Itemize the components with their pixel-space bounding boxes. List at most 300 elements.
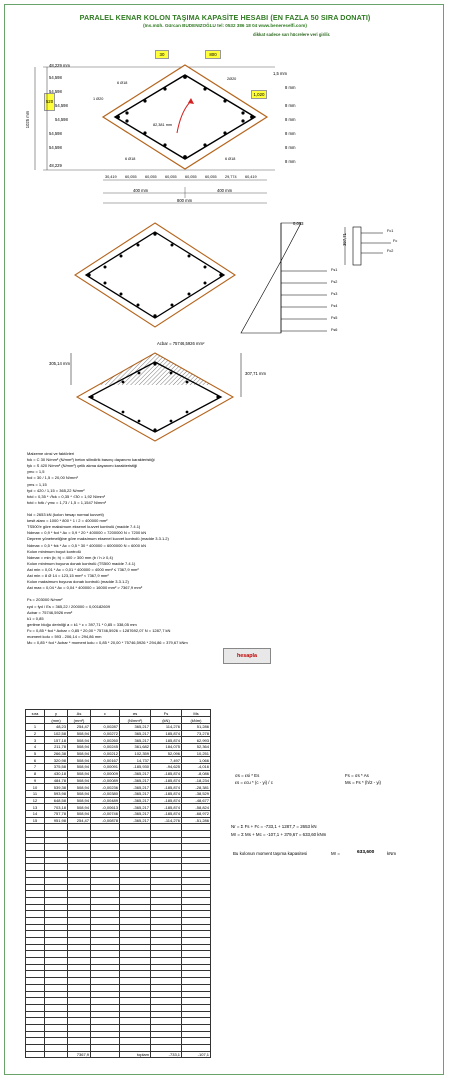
table-cell[interactable] xyxy=(26,891,45,898)
table-row-empty xyxy=(26,824,211,831)
table-cell[interactable] xyxy=(182,844,211,851)
table-cell[interactable] xyxy=(45,938,68,945)
table-cell[interactable] xyxy=(45,891,68,898)
cover-input[interactable]: 1,020 xyxy=(251,90,267,99)
table-cell[interactable] xyxy=(91,924,120,931)
bottom-dim-4: 60,055 xyxy=(165,175,177,179)
table-cell[interactable] xyxy=(182,958,211,965)
table-cell[interactable] xyxy=(151,951,182,958)
table-cell[interactable] xyxy=(182,1024,211,1031)
bottom-dim-7: 29,774 xyxy=(225,175,237,179)
table-cell[interactable] xyxy=(45,978,68,985)
table-cell[interactable] xyxy=(45,844,68,851)
table-cell[interactable] xyxy=(91,964,120,971)
table-cell[interactable] xyxy=(68,984,91,991)
table-cell[interactable] xyxy=(120,831,151,838)
calculate-button[interactable]: hesapla xyxy=(223,648,271,664)
table-cell[interactable] xyxy=(182,897,211,904)
calc-line: TS500'e göre maksimum eksenel kuvvet kontrolü (madde 7.4.1) xyxy=(27,524,141,530)
table-cell[interactable] xyxy=(151,851,182,858)
table-cell[interactable] xyxy=(91,1011,120,1018)
table-cell[interactable] xyxy=(182,884,211,891)
top-dim-label xyxy=(49,63,70,68)
table-cell[interactable] xyxy=(45,944,68,951)
table-cell[interactable] xyxy=(182,924,211,931)
table-cell[interactable] xyxy=(182,938,211,945)
table-cell[interactable] xyxy=(182,1045,211,1052)
table-cell[interactable] xyxy=(91,944,120,951)
table-cell[interactable] xyxy=(26,911,45,918)
table-cell[interactable] xyxy=(151,931,182,938)
table-cell[interactable] xyxy=(91,904,120,911)
table-cell[interactable] xyxy=(68,1038,91,1045)
table-cell[interactable] xyxy=(91,857,120,864)
table-cell[interactable] xyxy=(120,998,151,1005)
table-cell[interactable] xyxy=(91,1004,120,1011)
table-cell[interactable] xyxy=(182,951,211,958)
table-cell[interactable] xyxy=(151,1018,182,1025)
table-cell[interactable] xyxy=(45,1045,68,1052)
table-cell[interactable] xyxy=(26,871,45,878)
table-cell[interactable] xyxy=(151,944,182,951)
table-cell[interactable] xyxy=(68,1018,91,1025)
table-cell[interactable] xyxy=(182,1004,211,1011)
table-cell[interactable] xyxy=(45,991,68,998)
table-cell[interactable] xyxy=(91,938,120,945)
table-cell[interactable] xyxy=(120,1038,151,1045)
table-cell[interactable] xyxy=(68,891,91,898)
col-header-sira: sıra xyxy=(26,710,45,717)
table-cell[interactable] xyxy=(68,964,91,971)
table-cell[interactable] xyxy=(120,931,151,938)
table-cell[interactable] xyxy=(91,1038,120,1045)
table-cell[interactable] xyxy=(26,958,45,965)
table-cell[interactable] xyxy=(151,991,182,998)
table-cell[interactable] xyxy=(26,951,45,958)
table-cell: 0,00260 xyxy=(91,737,120,744)
table-cell[interactable] xyxy=(120,864,151,871)
table-cell[interactable] xyxy=(120,958,151,965)
table-cell[interactable] xyxy=(68,831,91,838)
table-cell[interactable] xyxy=(26,984,45,991)
table-cell[interactable] xyxy=(26,1018,45,1025)
table-cell[interactable] xyxy=(151,824,182,831)
table-cell[interactable] xyxy=(68,864,91,871)
right-dim-7: 8 mm xyxy=(285,159,296,164)
table-cell[interactable] xyxy=(68,904,91,911)
overall-width xyxy=(177,198,192,203)
total-cell: 7367,9 xyxy=(68,1051,91,1058)
table-cell[interactable] xyxy=(26,971,45,978)
table-cell[interactable] xyxy=(120,857,151,864)
center-label xyxy=(153,123,172,128)
table-cell[interactable] xyxy=(91,1045,120,1052)
table-cell[interactable] xyxy=(120,944,151,951)
table-cell[interactable] xyxy=(151,998,182,1005)
table-cell[interactable] xyxy=(91,884,120,891)
table-cell: 3 xyxy=(26,737,45,744)
table-cell[interactable] xyxy=(68,938,91,945)
table-cell[interactable] xyxy=(120,978,151,985)
table-cell[interactable] xyxy=(120,897,151,904)
table-cell: 508,94 xyxy=(68,804,91,811)
table-cell[interactable] xyxy=(68,924,91,931)
center-value: 82,381 xyxy=(153,123,165,127)
table-cell[interactable] xyxy=(120,1031,151,1038)
table-cell[interactable] xyxy=(91,851,120,858)
table-cell[interactable] xyxy=(151,958,182,965)
table-cell[interactable] xyxy=(45,958,68,965)
table-cell[interactable] xyxy=(91,1024,120,1031)
table-cell: 15 xyxy=(26,817,45,824)
table-cell[interactable] xyxy=(91,871,120,878)
table-cell[interactable] xyxy=(120,964,151,971)
table-cell[interactable] xyxy=(26,864,45,871)
table-cell: 365,217 xyxy=(120,737,151,744)
table-cell[interactable] xyxy=(26,837,45,844)
table-row-empty xyxy=(26,911,211,918)
table-cell[interactable] xyxy=(182,1031,211,1038)
table-cell[interactable] xyxy=(45,911,68,918)
table-cell[interactable] xyxy=(68,971,91,978)
table-cell[interactable] xyxy=(26,831,45,838)
table-cell[interactable] xyxy=(91,1018,120,1025)
table-cell[interactable] xyxy=(91,1031,120,1038)
hatch-depth-right-value: 307,71 xyxy=(245,371,258,376)
total-cell xyxy=(91,1051,120,1058)
table-cell: 4 xyxy=(26,744,45,751)
table-cell[interactable] xyxy=(26,884,45,891)
table-cell[interactable] xyxy=(182,864,211,871)
table-cell[interactable] xyxy=(120,824,151,831)
table-cell: 7,497 xyxy=(151,757,182,764)
table-cell[interactable] xyxy=(151,1011,182,1018)
table-cell[interactable] xyxy=(182,837,211,844)
table-cell[interactable] xyxy=(26,924,45,931)
table-cell[interactable] xyxy=(68,998,91,1005)
table-cell[interactable] xyxy=(45,877,68,884)
table-cell[interactable] xyxy=(68,1024,91,1031)
table-cell[interactable] xyxy=(182,831,211,838)
table-cell[interactable] xyxy=(151,978,182,985)
table-cell[interactable] xyxy=(120,877,151,884)
table-cell[interactable] xyxy=(45,1031,68,1038)
table-cell[interactable] xyxy=(182,851,211,858)
table-cell[interactable] xyxy=(120,911,151,918)
table-cell[interactable] xyxy=(91,998,120,1005)
table-cell[interactable] xyxy=(45,924,68,931)
table-cell[interactable] xyxy=(151,884,182,891)
table-cell[interactable] xyxy=(45,1018,68,1025)
table-cell[interactable] xyxy=(151,984,182,991)
table-cell[interactable] xyxy=(151,844,182,851)
table-cell[interactable] xyxy=(45,1038,68,1045)
table-cell[interactable] xyxy=(120,851,151,858)
table-cell[interactable] xyxy=(45,1011,68,1018)
table-cell[interactable] xyxy=(182,911,211,918)
table-cell[interactable] xyxy=(151,837,182,844)
table-cell[interactable] xyxy=(151,938,182,945)
table-cell[interactable] xyxy=(120,891,151,898)
table-cell[interactable] xyxy=(182,877,211,884)
table-cell[interactable] xyxy=(151,1038,182,1045)
table-cell[interactable] xyxy=(151,1024,182,1031)
table-cell[interactable] xyxy=(45,917,68,924)
table-cell[interactable] xyxy=(26,964,45,971)
table-cell[interactable] xyxy=(26,991,45,998)
table-cell[interactable] xyxy=(68,911,91,918)
table-cell[interactable] xyxy=(182,917,211,924)
table-cell[interactable] xyxy=(68,824,91,831)
table-cell[interactable] xyxy=(120,884,151,891)
table-cell[interactable] xyxy=(120,924,151,931)
table-cell: 0,00212 xyxy=(91,750,120,757)
table-cell[interactable] xyxy=(91,877,120,884)
table-cell[interactable] xyxy=(120,904,151,911)
table-cell[interactable] xyxy=(45,837,68,844)
table-cell[interactable] xyxy=(26,1024,45,1031)
table-row-empty xyxy=(26,1018,211,1025)
table-cell[interactable] xyxy=(91,864,120,871)
table-cell[interactable] xyxy=(68,958,91,965)
table-cell: 211,78 xyxy=(45,744,68,751)
table-cell: 6 xyxy=(26,757,45,764)
table-cell[interactable] xyxy=(151,917,182,924)
table-cell[interactable] xyxy=(182,871,211,878)
table-cell[interactable] xyxy=(91,991,120,998)
table-cell[interactable] xyxy=(151,871,182,878)
table-row xyxy=(26,750,211,757)
table-cell[interactable] xyxy=(45,831,68,838)
table-cell[interactable] xyxy=(120,951,151,958)
table-cell[interactable] xyxy=(26,904,45,911)
table-cell[interactable] xyxy=(26,1038,45,1045)
table-cell: 10 xyxy=(26,784,45,791)
table-cell[interactable] xyxy=(91,958,120,965)
table-cell[interactable] xyxy=(151,897,182,904)
table-cell[interactable] xyxy=(91,984,120,991)
table-cell: 102,359 xyxy=(120,750,151,757)
table-cell[interactable] xyxy=(26,844,45,851)
table-cell: -0,00746 xyxy=(91,810,120,817)
table-cell[interactable] xyxy=(182,991,211,998)
col-header-y: y xyxy=(45,710,68,717)
table-cell[interactable] xyxy=(91,831,120,838)
table-cell[interactable] xyxy=(26,938,45,945)
table-cell[interactable] xyxy=(91,951,120,958)
table-cell[interactable] xyxy=(68,1045,91,1052)
table-cell[interactable] xyxy=(68,1004,91,1011)
table-cell: 48,23 xyxy=(45,724,68,731)
table-cell[interactable] xyxy=(182,944,211,951)
table-cell[interactable] xyxy=(26,1031,45,1038)
table-cell[interactable] xyxy=(26,851,45,858)
table-cell[interactable] xyxy=(26,1045,45,1052)
final-unit: kNm xyxy=(387,851,397,856)
table-cell[interactable] xyxy=(151,1031,182,1038)
table-cell[interactable] xyxy=(120,984,151,991)
table-row-empty xyxy=(26,978,211,985)
table-cell[interactable] xyxy=(45,1024,68,1031)
table-cell[interactable] xyxy=(91,917,120,924)
table-cell[interactable] xyxy=(45,851,68,858)
table-cell[interactable] xyxy=(26,1004,45,1011)
table-cell[interactable] xyxy=(91,837,120,844)
table-cell[interactable] xyxy=(45,884,68,891)
side-input[interactable]: 800 xyxy=(205,50,221,59)
table-cell[interactable] xyxy=(68,857,91,864)
table-cell[interactable] xyxy=(182,857,211,864)
calc-line: Ast min = 0,01 * Ac = 0,01 * 400000 = 4000 mm² ≤ 7367,9 mm² xyxy=(27,566,139,572)
table-cell[interactable] xyxy=(68,1031,91,1038)
table-cell[interactable] xyxy=(182,964,211,971)
table-cell[interactable] xyxy=(182,904,211,911)
table-cell[interactable] xyxy=(182,1018,211,1025)
table-cell[interactable] xyxy=(120,971,151,978)
table-cell[interactable] xyxy=(45,857,68,864)
table-cell: 114,276 xyxy=(151,724,182,731)
table-cell: -185,874 xyxy=(151,784,182,791)
table-cell[interactable] xyxy=(120,917,151,924)
table-cell[interactable] xyxy=(68,991,91,998)
table-cell[interactable] xyxy=(45,971,68,978)
table-cell: 7 xyxy=(26,764,45,771)
table-cell[interactable] xyxy=(151,904,182,911)
table-cell[interactable] xyxy=(26,917,45,924)
table-cell[interactable] xyxy=(120,1045,151,1052)
table-cell[interactable] xyxy=(45,951,68,958)
table-cell[interactable] xyxy=(91,824,120,831)
table-cell[interactable] xyxy=(151,911,182,918)
table-cell[interactable] xyxy=(120,991,151,998)
table-cell[interactable] xyxy=(182,1038,211,1045)
table-cell[interactable] xyxy=(68,871,91,878)
table-cell[interactable] xyxy=(45,984,68,991)
table-cell[interactable] xyxy=(182,891,211,898)
table-cell[interactable] xyxy=(151,971,182,978)
table-cell[interactable] xyxy=(26,897,45,904)
table-cell[interactable] xyxy=(120,938,151,945)
table-cell[interactable] xyxy=(68,877,91,884)
table-cell[interactable] xyxy=(26,931,45,938)
table-cell[interactable] xyxy=(26,877,45,884)
half-right-unit: mm xyxy=(225,188,233,193)
table-cell[interactable] xyxy=(120,871,151,878)
table-cell[interactable] xyxy=(151,891,182,898)
table-cell[interactable] xyxy=(68,884,91,891)
table-cell[interactable] xyxy=(151,1045,182,1052)
table-cell[interactable] xyxy=(91,844,120,851)
table-cell[interactable] xyxy=(151,864,182,871)
table-cell[interactable] xyxy=(91,911,120,918)
table-cell[interactable] xyxy=(151,1004,182,1011)
table-cell[interactable] xyxy=(182,971,211,978)
table-cell[interactable] xyxy=(120,1004,151,1011)
table-cell[interactable] xyxy=(45,824,68,831)
table-cell[interactable] xyxy=(91,971,120,978)
table-cell[interactable] xyxy=(68,978,91,985)
table-cell: -18,234 xyxy=(182,777,211,784)
depth-input[interactable]: 520 xyxy=(44,93,55,111)
table-cell[interactable] xyxy=(26,857,45,864)
table-cell: 184,075 xyxy=(151,744,182,751)
table-cell: 508,94 xyxy=(68,737,91,744)
table-cell[interactable] xyxy=(182,978,211,985)
table-cell[interactable] xyxy=(120,837,151,844)
table-cell[interactable] xyxy=(26,998,45,1005)
table-cell[interactable] xyxy=(182,824,211,831)
table-cell[interactable] xyxy=(68,851,91,858)
table-cell[interactable] xyxy=(45,871,68,878)
table-cell[interactable] xyxy=(26,978,45,985)
table-cell[interactable] xyxy=(182,931,211,938)
table-cell: 0,00245 xyxy=(91,744,120,751)
table-cell[interactable] xyxy=(91,897,120,904)
table-row xyxy=(26,737,211,744)
table-cell: 593,98 xyxy=(45,790,68,797)
table-cell[interactable] xyxy=(182,984,211,991)
table-cell[interactable] xyxy=(91,931,120,938)
table-cell[interactable] xyxy=(45,904,68,911)
table-cell[interactable] xyxy=(68,917,91,924)
table-cell[interactable] xyxy=(182,998,211,1005)
table-cell[interactable] xyxy=(151,831,182,838)
table-cell[interactable] xyxy=(151,877,182,884)
table-cell[interactable] xyxy=(26,944,45,951)
table-cell: 508,94 xyxy=(68,757,91,764)
stress-depth-value: 397,71 xyxy=(341,233,347,246)
table-row-empty xyxy=(26,1011,211,1018)
table-cell[interactable] xyxy=(120,1018,151,1025)
table-cell[interactable] xyxy=(68,944,91,951)
table-cell: 375,58 xyxy=(45,764,68,771)
table-cell[interactable] xyxy=(68,951,91,958)
table-cell[interactable] xyxy=(45,1004,68,1011)
table-row xyxy=(26,817,211,824)
table-cell[interactable] xyxy=(182,1011,211,1018)
right-dim-4: 8 mm xyxy=(285,117,296,122)
table-row xyxy=(26,764,211,771)
table-cell[interactable] xyxy=(45,964,68,971)
table-cell[interactable] xyxy=(26,824,45,831)
table-cell: 185,874 xyxy=(151,737,182,744)
table-cell[interactable] xyxy=(91,891,120,898)
angle-input[interactable]: 30 xyxy=(155,50,169,59)
table-cell[interactable] xyxy=(120,1011,151,1018)
spreadsheet-page xyxy=(4,4,444,1075)
table-cell[interactable] xyxy=(120,1024,151,1031)
table-row xyxy=(26,770,211,777)
table-cell[interactable] xyxy=(45,998,68,1005)
table-cell[interactable] xyxy=(68,931,91,938)
table-cell[interactable] xyxy=(151,857,182,864)
table-cell[interactable] xyxy=(26,1011,45,1018)
table-cell[interactable] xyxy=(68,1011,91,1018)
table-cell[interactable] xyxy=(68,837,91,844)
force-fs-1: Fs1 xyxy=(331,268,338,272)
table-cell[interactable] xyxy=(45,897,68,904)
table-cell[interactable] xyxy=(151,964,182,971)
table-cell[interactable] xyxy=(151,924,182,931)
table-row-empty xyxy=(26,958,211,965)
table-cell[interactable] xyxy=(45,931,68,938)
table-cell[interactable] xyxy=(68,844,91,851)
table-cell[interactable] xyxy=(91,978,120,985)
table-cell: 508,94 xyxy=(68,750,91,757)
table-cell[interactable] xyxy=(120,844,151,851)
table-cell[interactable] xyxy=(45,864,68,871)
table-cell[interactable] xyxy=(68,897,91,904)
